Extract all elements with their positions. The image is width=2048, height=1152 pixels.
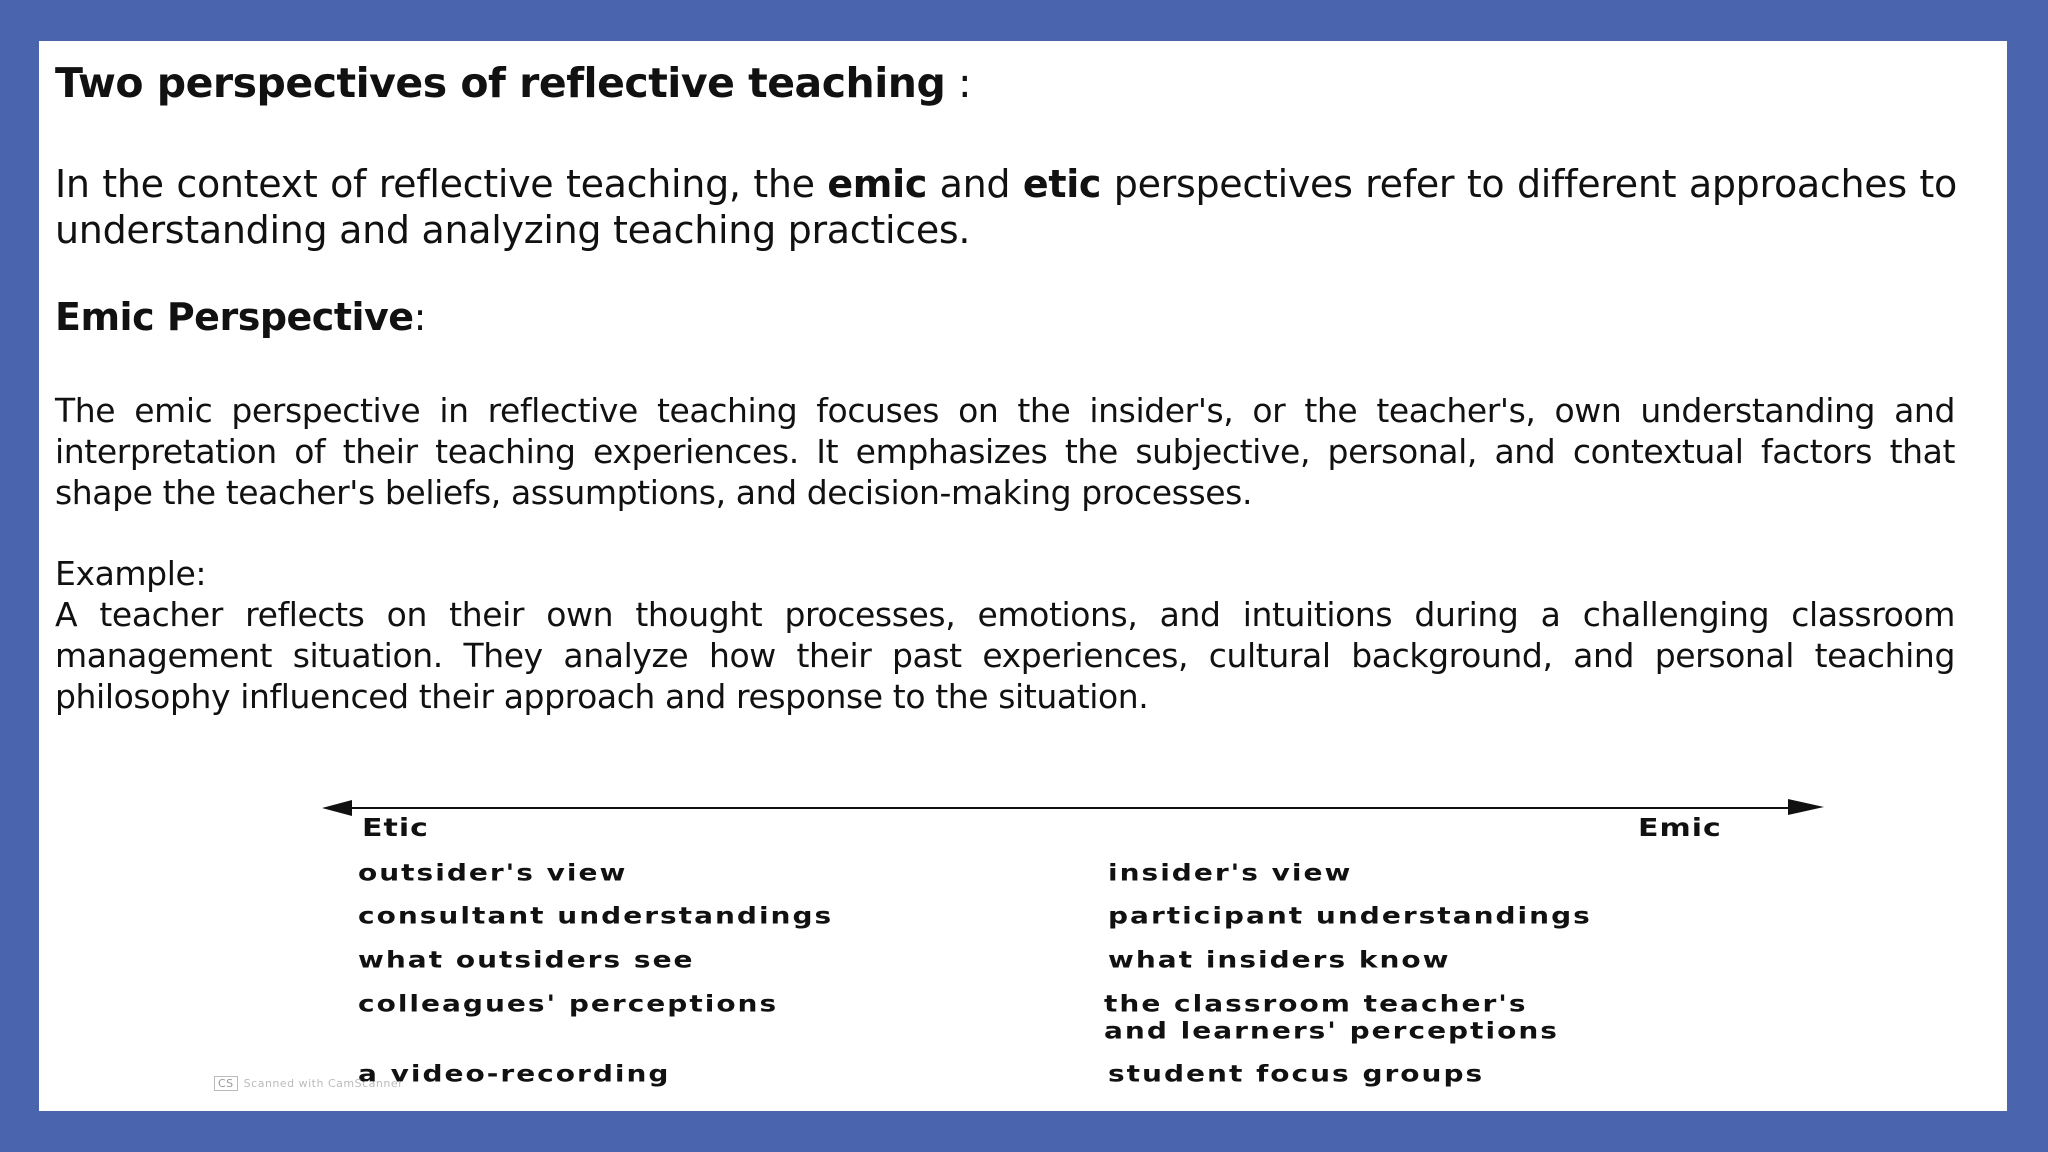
- intro-text-2: and: [927, 162, 1023, 206]
- etic-emic-table-image: [212, 759, 1866, 1095]
- intro-text-1: In the context of reflective teaching, the: [55, 162, 828, 206]
- arrow-right-icon: [1788, 799, 1824, 815]
- emic-cell: participant understandings: [1108, 902, 1592, 930]
- emic-cell: insider's view: [1108, 859, 1353, 887]
- etic-cell: what outsiders see: [358, 946, 695, 974]
- scanner-watermark-text: Scanned with CamScanner: [243, 1077, 404, 1090]
- emic-heading-text: Emic Perspective: [55, 295, 414, 339]
- example-label: Example:: [55, 554, 207, 593]
- slide-card: [39, 41, 2007, 1111]
- etic-cell: a video-recording: [358, 1060, 671, 1088]
- emic-header: Emic: [1638, 814, 1722, 843]
- camscanner-icon: CS: [214, 1076, 238, 1091]
- scanner-watermark: [214, 1076, 403, 1091]
- emic-heading: [55, 295, 426, 339]
- emic-cell-continued: and learners' perceptions: [1104, 1017, 1559, 1045]
- emic-heading-colon: :: [413, 295, 426, 339]
- emic-cell: what insiders know: [1108, 946, 1451, 974]
- emic-cell: the classroom teacher's: [1104, 990, 1528, 1018]
- slide-title: [55, 59, 971, 107]
- arrow-left-icon: [322, 800, 352, 816]
- slide-title-text: Two perspectives of reflective teaching: [55, 59, 946, 107]
- emic-cell: student focus groups: [1108, 1060, 1485, 1088]
- intro-text-3: perspectives refer to different approaches to understanding and analyzing teaching practices.: [55, 162, 1957, 252]
- emic-paragraph: The emic perspective in reflective teaching focuses on the insider's, or the teacher's, own understanding and interpretation of their teaching experiences. It emphasizes the subjective, personal, and contextual factors that shape the teacher's beliefs, assumptions, and decision-making processes.: [55, 391, 1955, 512]
- etic-cell: outsider's view: [358, 859, 628, 887]
- example-paragraph: A teacher reflects on their own thought processes, emotions, and intuitions during a challenging classroom management situation. They analyze how their past experiences, cultural background, and personal teaching philosophy influenced their approach and response to the situation.: [55, 595, 1955, 716]
- etic-cell: consultant understandings: [358, 902, 834, 930]
- slide-title-colon: :: [945, 59, 972, 107]
- intro-bold-etic: etic: [1022, 162, 1102, 206]
- intro-bold-emic: emic: [827, 162, 928, 206]
- etic-cell: colleagues' perceptions: [358, 990, 779, 1018]
- intro-paragraph: [55, 161, 1957, 253]
- etic-header: Etic: [362, 814, 429, 843]
